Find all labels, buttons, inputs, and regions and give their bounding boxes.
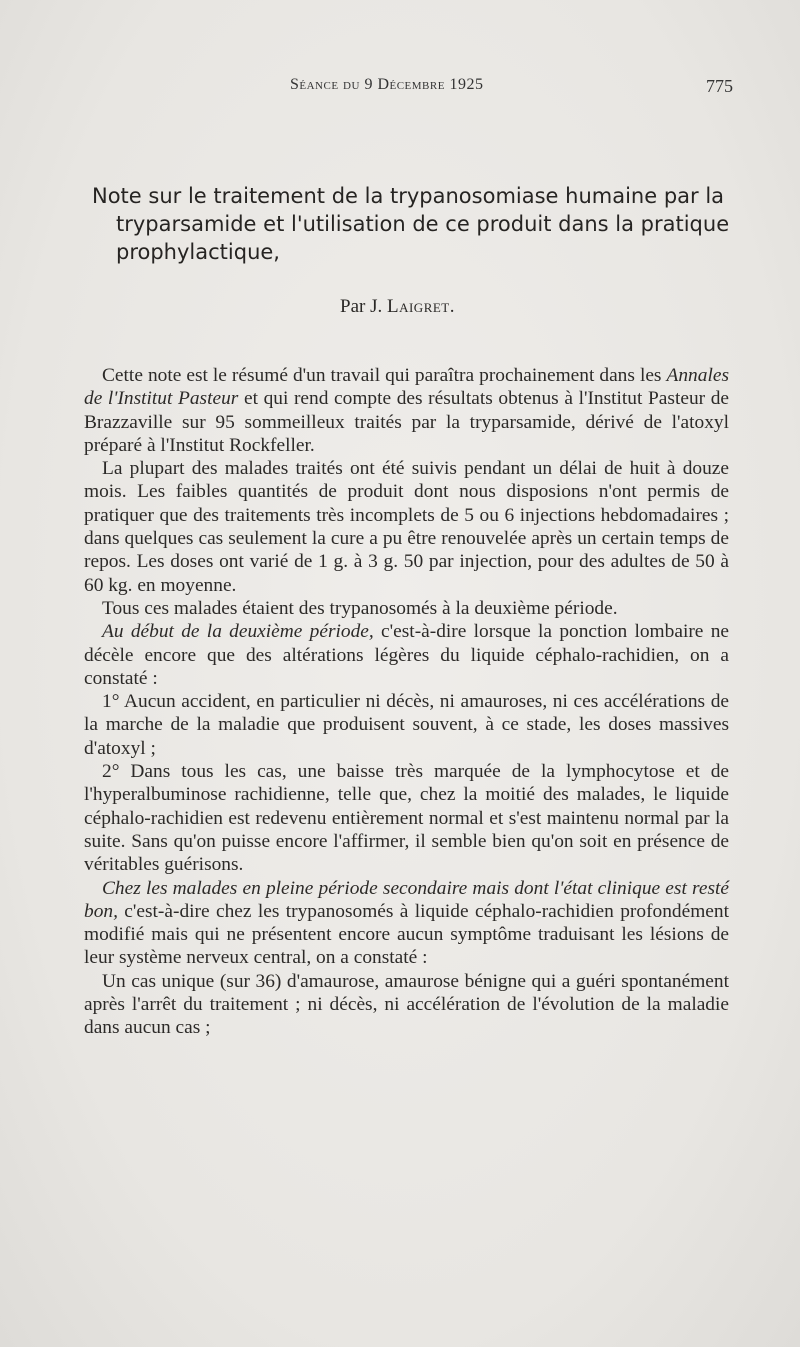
author-prefix: Par J. <box>340 296 383 317</box>
paragraph: Un cas unique (sur 36) d'amaurose, amaurose bénigne qui a guéri spontanément après l'arrêt du traitement ; ni décès, ni accélération de l'évolution de la maladie dans aucun cas ; <box>84 970 729 1039</box>
paragraph: Cette note est le résumé d'un travail qui paraîtra prochainement dans les Annales de l'Institut Pasteur et qui rend compte des résultats obtenus à l'Institut Pasteur de Brazzaville sur 95 sommeilleux traités par la tryparsamide, dérivé de l'atoxyl préparé à l'Institut Rockfeller. <box>84 365 730 456</box>
paragraph: 1° Aucun accident, en particulier ni décès, ni amauroses, ni ces accélérations de la marche de la maladie que produisent souvent, à ce stade, les doses massives d'atoxyl ; <box>84 691 729 759</box>
article-body <box>84 364 729 1040</box>
paragraph: Tous ces malades étaient des trypanosomés à la deuxième période. <box>102 597 618 619</box>
article-title <box>92 182 742 266</box>
paragraph: Au début de la deuxième période, c'est-à-dire lorsque la ponction lombaire ne décèle encore que des altérations légères du liquide céphalo-rachidien, on a constaté : <box>84 621 729 689</box>
author-byline <box>340 296 455 318</box>
paragraph: La plupart des malades traités ont été suivis pendant un délai de huit à douze mois. Les faibles quantités de produit dont nous disposions n'ont permis de pratiquer que des traitements très incomplets de 5 ou 6 injections hebdomadaires ; dans quelques cas seulement la cure a pu être renouvelée après un certain temps de repos. Les doses ont varié de 1 g. à 3 g. 50 par injection, pour des adultes de 50 à 60 kg. en moyenne. <box>84 458 729 596</box>
paragraph: Chez les malades en pleine période secondaire mais dont l'état clinique est resté bon, c'est-à-dire chez les trypanosomés à liquide céphalo-rachidien profondément modifié mais qui ne présentent encore aucun symptôme traduisant les lésions de leur système nerveux central, on a constaté : <box>84 877 729 969</box>
paragraph: 2° Dans tous les cas, une baisse très marquée de la lymphocytose et de l'hyperalbuminose rachidienne, telle que, chez la moitié des malades, le liquide céphalo-rachidien est redevenu entièrement normal et s'est maintenu normal par la suite. Sans qu'on puisse encore l'affirmer, il semble bien qu'on soit en présence de véritables guérisons. <box>84 761 729 876</box>
page-number: 775 <box>706 76 733 96</box>
author-name: Laigret. <box>386 296 455 317</box>
title-line-1: Note sur le traitement de la trypanosomiase humaine par la <box>92 184 725 208</box>
title-line-rest: tryparsamide et l'utilisation de ce produit dans la pratique prophylactique, <box>116 212 730 264</box>
running-header: Séance du 9 Décembre 1925 <box>290 76 484 93</box>
